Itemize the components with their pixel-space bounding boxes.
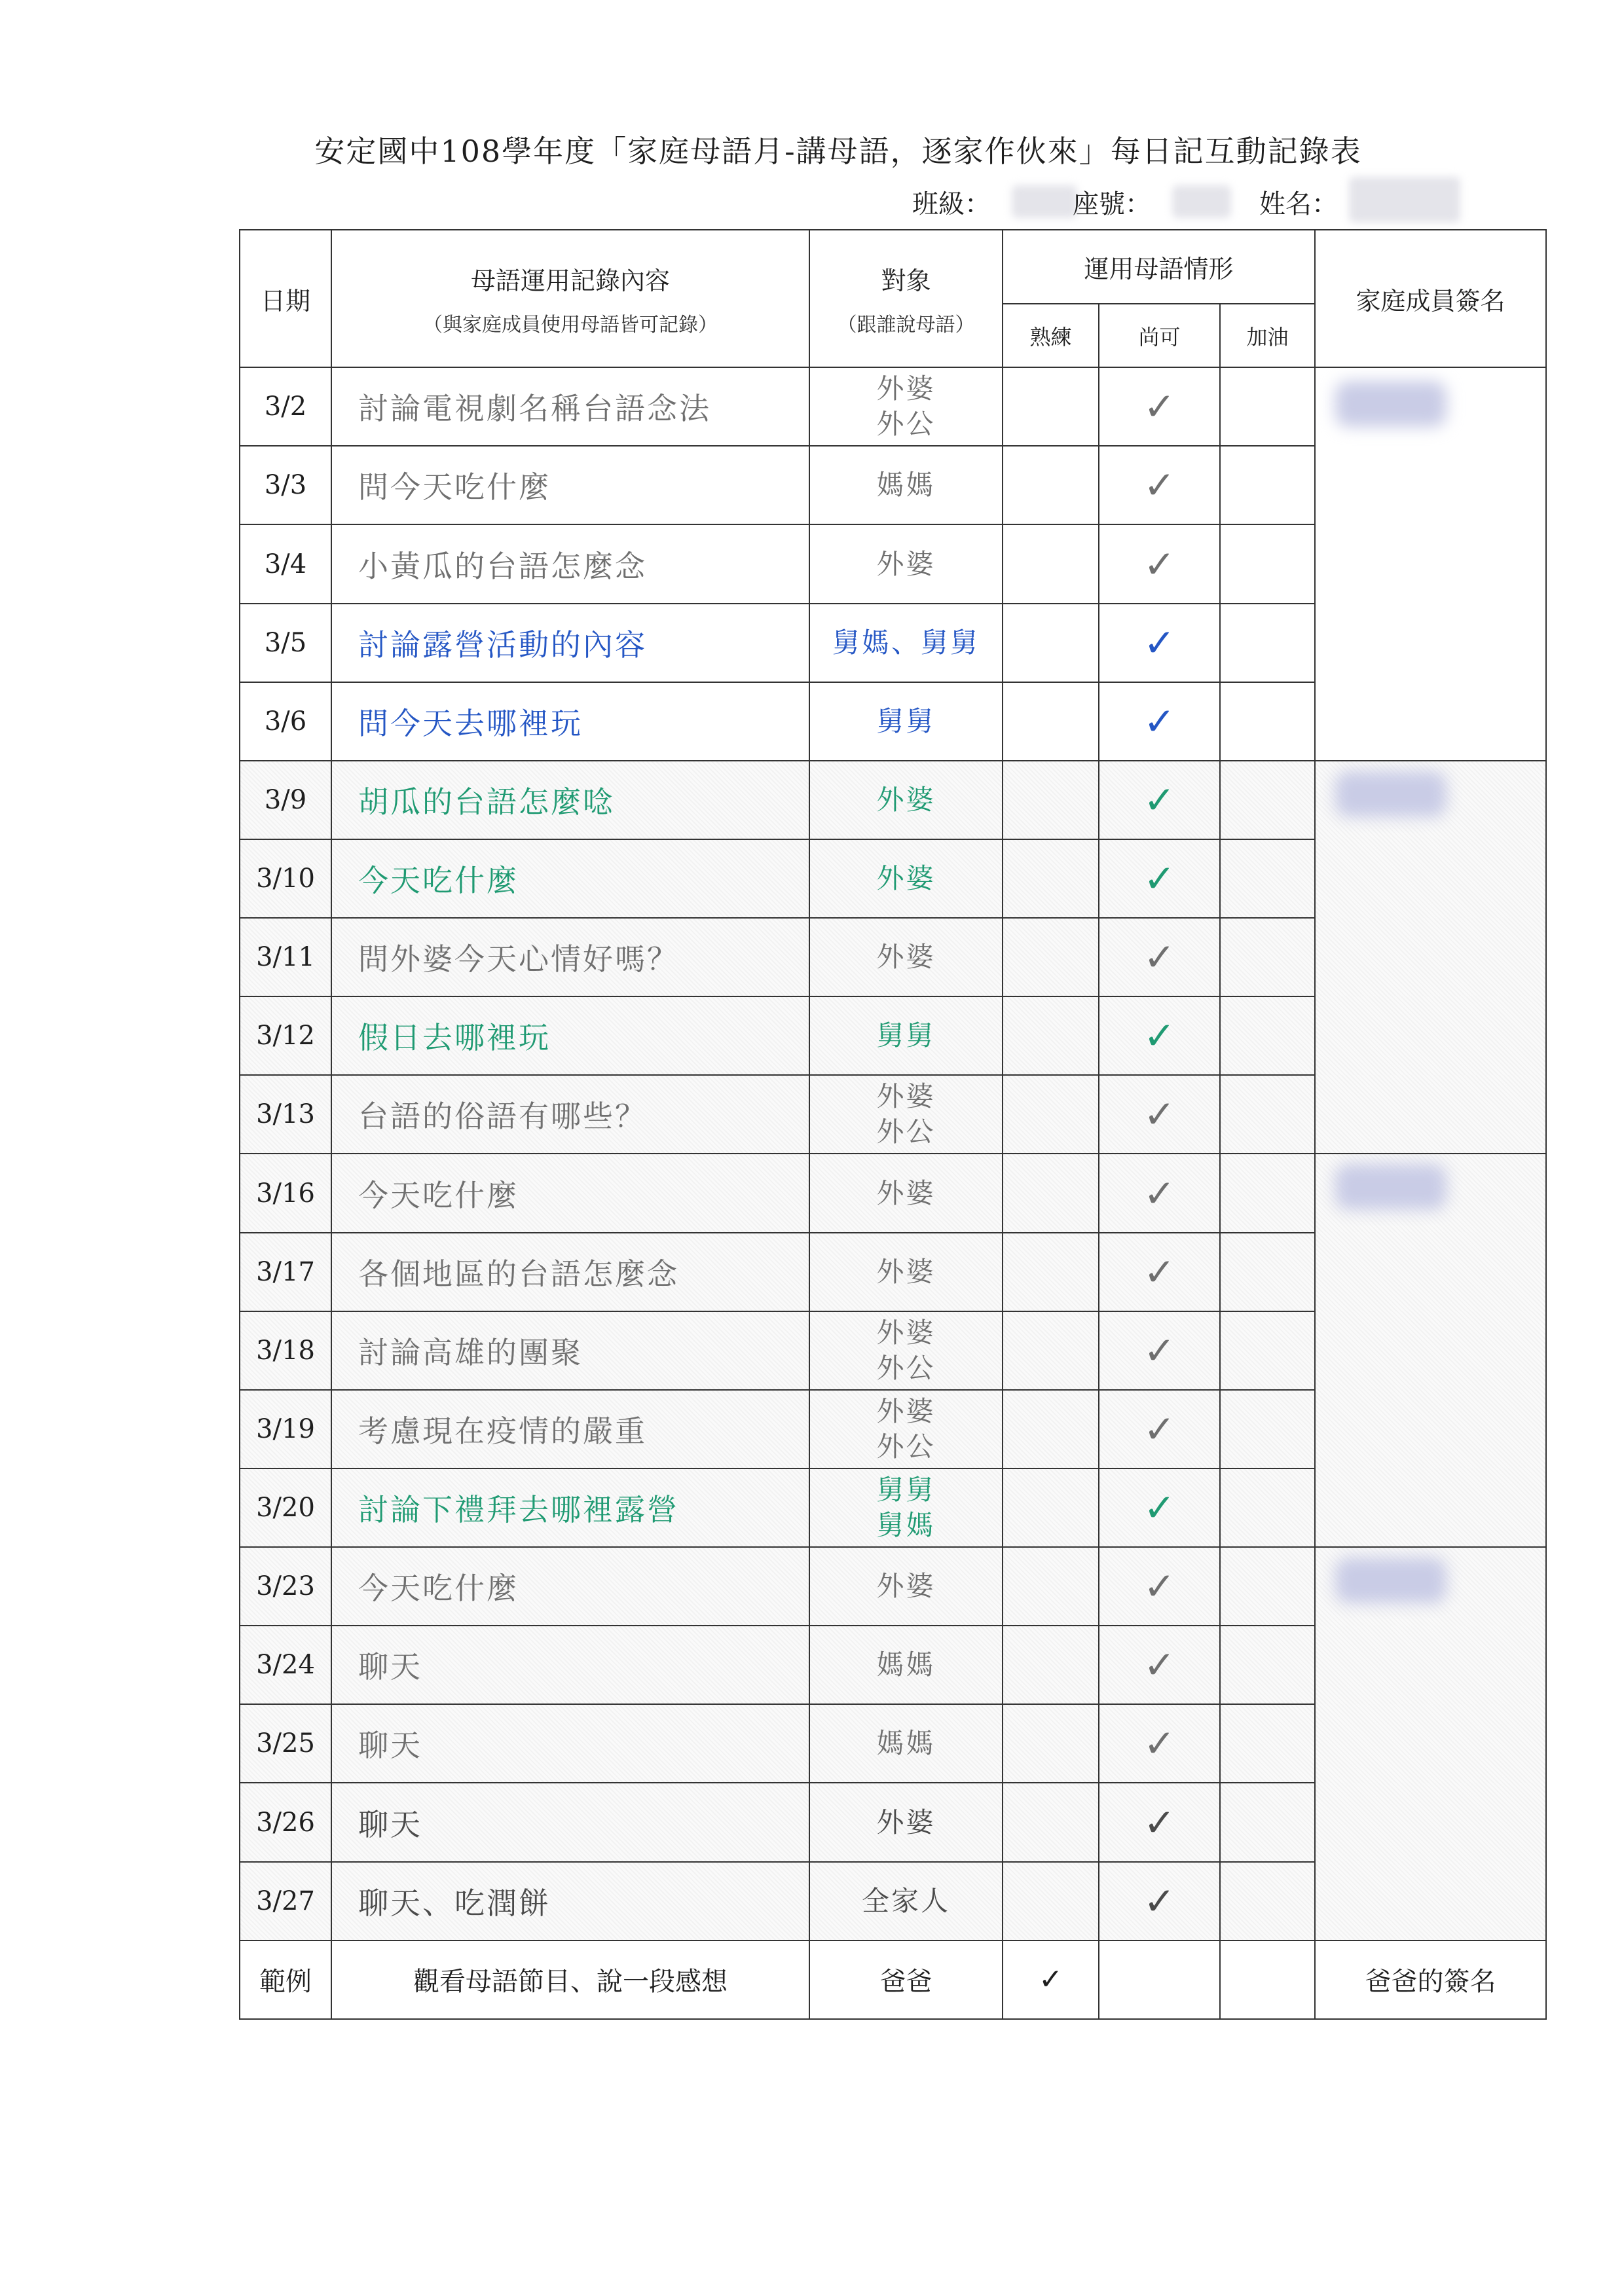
row-content: 聊天、吃潤餅 <box>331 1862 809 1941</box>
row-content: 胡瓜的台語怎麼唸 <box>331 761 809 839</box>
row-target-line1: 外婆 <box>876 547 936 580</box>
row-content: 今天吃什麼 <box>331 1154 809 1232</box>
row-ok-check: ✓ <box>1099 761 1220 839</box>
row-ok-check: ✓ <box>1099 1704 1220 1783</box>
redacted-signature <box>1335 1164 1447 1210</box>
row-target <box>809 1704 1003 1783</box>
example-target: 爸爸 <box>809 1941 1003 2019</box>
header-target: 對象 （跟誰說母語） <box>809 230 1003 367</box>
row-improve <box>1220 446 1315 524</box>
row-target <box>809 761 1003 839</box>
row-ok-check: ✓ <box>1099 918 1220 996</box>
document-title: 安定國中108學年度「家庭母語月-講母語，逐家作伙來」每日記互動記錄表 <box>314 134 1362 169</box>
row-fluent <box>1003 1233 1099 1311</box>
row-improve <box>1220 1704 1315 1783</box>
row-date: 3/5 <box>240 604 331 682</box>
row-date: 3/13 <box>240 1075 331 1154</box>
row-content: 考慮現在疫情的嚴重 <box>331 1390 809 1468</box>
row-date: 3/11 <box>240 918 331 996</box>
row-target-line2: 外公 <box>876 408 936 441</box>
row-target <box>809 524 1003 603</box>
table-row <box>240 761 1546 839</box>
row-target <box>809 1626 1003 1704</box>
row-ok-check: ✓ <box>1099 1075 1220 1154</box>
row-fluent <box>1003 1547 1099 1626</box>
row-improve <box>1220 1154 1315 1232</box>
row-improve <box>1220 1075 1315 1154</box>
row-fluent <box>1003 839 1099 918</box>
signature-cell <box>1315 1547 1546 1941</box>
row-target <box>809 1075 1003 1154</box>
row-content: 小黃瓜的台語怎麼念 <box>331 524 809 603</box>
signature-cell <box>1315 1154 1546 1547</box>
row-target <box>809 1390 1003 1468</box>
row-target <box>809 446 1003 524</box>
row-date: 3/25 <box>240 1704 331 1783</box>
row-target <box>809 1468 1003 1547</box>
row-target <box>809 682 1003 761</box>
row-target-line2: 外公 <box>876 1430 936 1463</box>
row-fluent <box>1003 1154 1099 1232</box>
row-content: 假日去哪裡玩 <box>331 996 809 1075</box>
row-date: 3/23 <box>240 1547 331 1626</box>
row-improve <box>1220 918 1315 996</box>
row-content: 問外婆今天心情好嗎？ <box>331 918 809 996</box>
row-fluent <box>1003 682 1099 761</box>
example-ok <box>1099 1941 1220 2019</box>
header-fluent: 熟練 <box>1003 304 1099 367</box>
row-fluent <box>1003 1704 1099 1783</box>
row-target-line1: 媽媽 <box>876 1727 936 1760</box>
row-content: 聊天 <box>331 1783 809 1861</box>
example-check: ✓ <box>1003 1941 1099 2019</box>
row-date: 3/12 <box>240 996 331 1075</box>
seat-label: 座號： <box>1073 189 1151 219</box>
row-ok-check: ✓ <box>1099 1862 1220 1941</box>
row-target-line1: 媽媽 <box>876 1649 936 1681</box>
row-target <box>809 1783 1003 1861</box>
row-date: 3/19 <box>240 1390 331 1468</box>
row-target-line1: 外婆 <box>876 373 936 405</box>
row-date: 3/20 <box>240 1468 331 1547</box>
row-date: 3/6 <box>240 682 331 761</box>
row-date: 3/2 <box>240 367 331 446</box>
row-target-line1: 外婆 <box>876 1255 936 1288</box>
row-ok-check: ✓ <box>1099 1154 1220 1232</box>
row-improve <box>1220 1783 1315 1861</box>
row-target-line1: 舅媽、舅舅 <box>832 626 980 659</box>
row-improve <box>1220 604 1315 682</box>
row-fluent <box>1003 1626 1099 1704</box>
row-ok-check: ✓ <box>1099 1390 1220 1468</box>
row-fluent <box>1003 1075 1099 1154</box>
row-content: 討論下禮拜去哪裡露營 <box>331 1468 809 1547</box>
class-redacted <box>1012 185 1077 218</box>
signature-cell <box>1315 761 1546 1154</box>
row-fluent <box>1003 1783 1099 1861</box>
row-content: 聊天 <box>331 1704 809 1783</box>
row-target-line1: 外婆 <box>876 1316 936 1349</box>
row-target-line1: 外婆 <box>876 783 936 816</box>
row-ok-check: ✓ <box>1099 1547 1220 1626</box>
row-content: 聊天 <box>331 1626 809 1704</box>
redacted-signature <box>1335 771 1447 817</box>
row-improve <box>1220 1626 1315 1704</box>
signature-cell <box>1315 367 1546 761</box>
example-label: 範例 <box>240 1941 331 2019</box>
interaction-log-table <box>239 229 1547 2020</box>
row-date: 3/10 <box>240 839 331 918</box>
row-target-line1: 外婆 <box>876 1394 936 1427</box>
row-improve <box>1220 1468 1315 1547</box>
redacted-signature <box>1335 1558 1447 1603</box>
row-target-line2: 外公 <box>876 1116 936 1148</box>
header-signature: 家庭成員簽名 <box>1315 230 1546 367</box>
table-row <box>240 1547 1546 1626</box>
row-improve <box>1220 839 1315 918</box>
row-improve <box>1220 1547 1315 1626</box>
row-target-line1: 舅舅 <box>876 1019 936 1052</box>
row-target-line2: 舅媽 <box>876 1509 936 1542</box>
row-content: 今天吃什麼 <box>331 1547 809 1626</box>
row-fluent <box>1003 1311 1099 1390</box>
row-date: 3/4 <box>240 524 331 603</box>
row-target <box>809 1547 1003 1626</box>
row-improve <box>1220 1390 1315 1468</box>
row-ok-check: ✓ <box>1099 1468 1220 1547</box>
row-improve <box>1220 996 1315 1075</box>
row-target <box>809 1154 1003 1232</box>
row-target <box>809 604 1003 682</box>
row-date: 3/24 <box>240 1626 331 1704</box>
row-date: 3/3 <box>240 446 331 524</box>
row-fluent <box>1003 367 1099 446</box>
row-target-line1: 全家人 <box>861 1884 950 1917</box>
header-date: 日期 <box>240 230 331 367</box>
row-content: 各個地區的台語怎麼念 <box>331 1233 809 1311</box>
row-ok-check: ✓ <box>1099 524 1220 603</box>
row-target-line1: 外婆 <box>876 1570 936 1603</box>
row-fluent <box>1003 761 1099 839</box>
row-target <box>809 367 1003 446</box>
row-ok-check: ✓ <box>1099 1311 1220 1390</box>
row-target-line1: 舅舅 <box>876 704 936 737</box>
row-fluent <box>1003 446 1099 524</box>
redacted-signature <box>1335 381 1447 427</box>
row-content: 今天吃什麼 <box>331 839 809 918</box>
row-improve <box>1220 682 1315 761</box>
header-improve: 加油 <box>1220 304 1315 367</box>
row-fluent <box>1003 1862 1099 1941</box>
row-date: 3/16 <box>240 1154 331 1232</box>
row-ok-check: ✓ <box>1099 682 1220 761</box>
class-label: 班級： <box>912 189 991 219</box>
row-improve <box>1220 1862 1315 1941</box>
table-row <box>240 367 1546 446</box>
row-ok-check: ✓ <box>1099 446 1220 524</box>
header-ok: 尚可 <box>1099 304 1220 367</box>
row-content: 台語的俗語有哪些？ <box>331 1075 809 1154</box>
row-content: 討論高雄的團聚 <box>331 1311 809 1390</box>
row-content: 討論露營活動的內容 <box>331 604 809 682</box>
row-improve <box>1220 1311 1315 1390</box>
row-improve <box>1220 524 1315 603</box>
row-ok-check: ✓ <box>1099 839 1220 918</box>
header-usage: 運用母語情形 <box>1003 230 1315 304</box>
row-ok-check: ✓ <box>1099 1626 1220 1704</box>
row-target-line1: 舅舅 <box>876 1474 936 1506</box>
example-content: 觀看母語節目、說一段感想 <box>331 1941 809 2019</box>
row-date: 3/17 <box>240 1233 331 1311</box>
row-ok-check: ✓ <box>1099 367 1220 446</box>
row-date: 3/27 <box>240 1862 331 1941</box>
row-target <box>809 1233 1003 1311</box>
row-target-line1: 外婆 <box>876 1080 936 1113</box>
row-date: 3/26 <box>240 1783 331 1861</box>
row-fluent <box>1003 524 1099 603</box>
row-target <box>809 1311 1003 1390</box>
row-date: 3/9 <box>240 761 331 839</box>
row-target-line1: 媽媽 <box>876 469 936 501</box>
row-fluent <box>1003 1468 1099 1547</box>
row-target <box>809 996 1003 1075</box>
row-target-line1: 外婆 <box>876 1806 936 1838</box>
row-ok-check: ✓ <box>1099 996 1220 1075</box>
example-signature: 爸爸的簽名 <box>1315 1941 1546 2019</box>
row-ok-check: ✓ <box>1099 1783 1220 1861</box>
row-content: 問今天去哪裡玩 <box>331 682 809 761</box>
row-improve <box>1220 761 1315 839</box>
example-row <box>240 1941 1546 2019</box>
header-content: 母語運用記錄內容 （與家庭成員使用母語皆可記錄） <box>331 230 809 367</box>
name-redacted <box>1349 177 1460 223</box>
seat-redacted <box>1172 185 1231 218</box>
row-fluent <box>1003 918 1099 996</box>
row-target <box>809 839 1003 918</box>
row-target-line1: 外婆 <box>876 941 936 974</box>
row-date: 3/18 <box>240 1311 331 1390</box>
row-target-line1: 外婆 <box>876 862 936 895</box>
table-row <box>240 1154 1546 1232</box>
row-fluent <box>1003 604 1099 682</box>
row-fluent <box>1003 1390 1099 1468</box>
example-improve <box>1220 1941 1315 2019</box>
row-improve <box>1220 1233 1315 1311</box>
row-ok-check: ✓ <box>1099 1233 1220 1311</box>
row-improve <box>1220 367 1315 446</box>
row-target-line2: 外公 <box>876 1351 936 1384</box>
row-target-line1: 外婆 <box>876 1176 936 1209</box>
row-content: 討論電視劇名稱台語念法 <box>331 367 809 446</box>
row-ok-check: ✓ <box>1099 604 1220 682</box>
row-content: 問今天吃什麼 <box>331 446 809 524</box>
row-fluent <box>1003 996 1099 1075</box>
name-label: 姓名： <box>1259 189 1338 219</box>
row-target <box>809 1862 1003 1941</box>
row-target <box>809 918 1003 996</box>
